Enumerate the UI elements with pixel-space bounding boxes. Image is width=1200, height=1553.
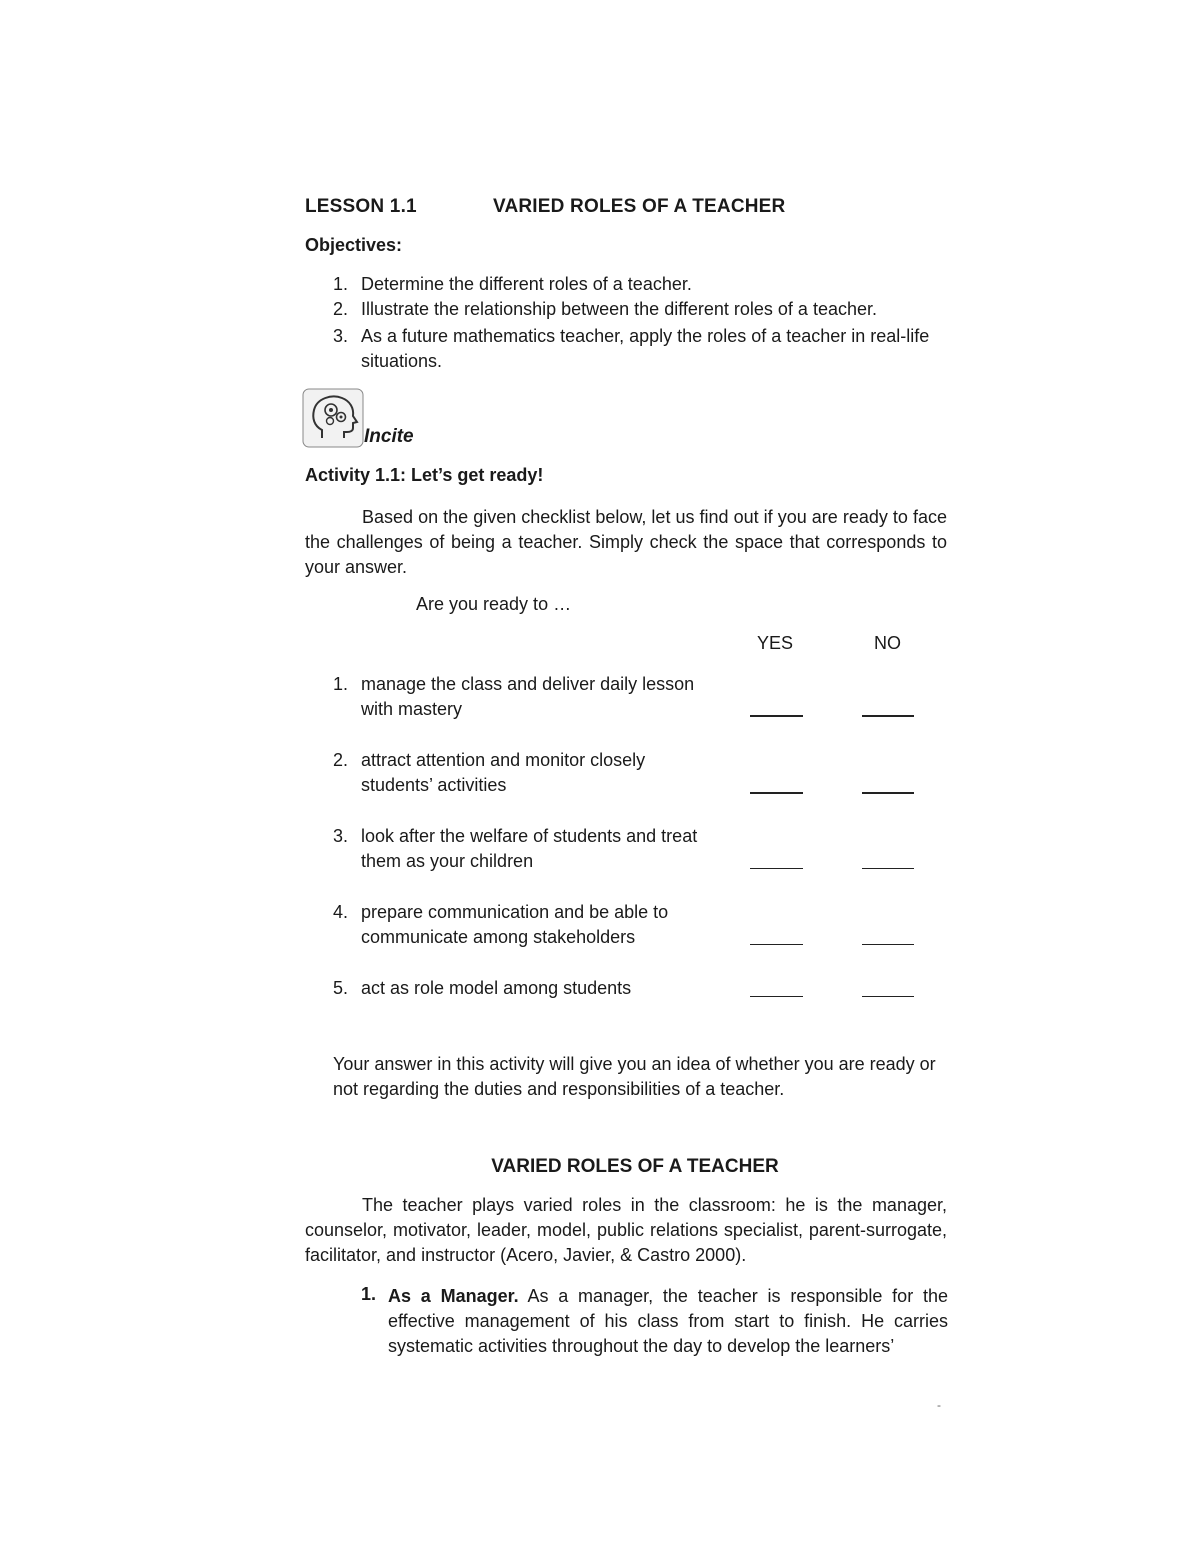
checklist-item-text: act as role model among students (361, 978, 632, 998)
checklist-item-text: manage the class and deliver daily lesson with mastery (361, 674, 695, 719)
no-answer-blank[interactable] (862, 868, 914, 869)
yes-answer-blank[interactable] (750, 868, 803, 869)
objective-number: 3. (333, 326, 349, 346)
objective-text: Illustrate the relationship between the different roles of a teacher. (361, 299, 877, 319)
objective-number: 1. (333, 274, 349, 294)
checklist-prompt: Are you ready to … (416, 594, 572, 614)
objective-number: 2. (333, 299, 349, 319)
role-item (388, 1284, 948, 1359)
checklist-item-number: 4. (333, 902, 349, 922)
checklist-item-number: 3. (333, 826, 349, 846)
objective-text: As a future mathematics teacher, apply the roles of a teacher in real-life situations. (361, 326, 930, 371)
no-answer-blank[interactable] (862, 944, 914, 945)
checklist-item-number: 2. (333, 750, 349, 770)
checklist-item-number: 1. (333, 674, 349, 694)
column-yes: YES (757, 633, 794, 653)
activity-intro: Based on the given checklist below, let us find out if you are ready to face the challenges of being a teacher. Simply check the space that corresponds to your answer. (305, 507, 947, 577)
checklist-item-text: attract attention and monitor closely students’ activities (361, 750, 646, 795)
no-answer-blank[interactable] (862, 715, 914, 717)
page-mark: - (937, 1398, 941, 1412)
no-answer-blank[interactable] (862, 996, 914, 997)
no-answer-blank[interactable] (862, 792, 914, 794)
role-description: As a manager, the teacher is responsible for the effective management of his class from start to finish. He carries systematic activities throughout the day to develop the learners’ (388, 1286, 949, 1356)
checklist-item-text: look after the welfare of students and treat them as your children (361, 826, 698, 871)
lesson-number: LESSON 1.1 (305, 196, 417, 217)
checklist-item-text: prepare communication and be able to communicate among stakeholders (361, 902, 669, 947)
section-title: VARIED ROLES OF A TEACHER (491, 1156, 779, 1177)
incite-label: Incite (364, 426, 414, 447)
objectives-heading: Objectives: (305, 235, 403, 255)
lesson-title: VARIED ROLES OF A TEACHER (493, 196, 786, 217)
activity-closing: Your answer in this activity will give you an idea of whether you are ready or not regarding the duties and responsibilities of a teacher. (333, 1054, 936, 1099)
role-title: As a Manager. (388, 1286, 519, 1306)
section-paragraph: The teacher plays varied roles in the classroom: he is the manager, counselor, motivator, leader, model, public relations specialist, parent-surrogate, facilitator, and instructor (Acero, Javier, & Castro 2000). (305, 1195, 947, 1265)
activity-title: Activity 1.1: Let’s get ready! (305, 465, 544, 485)
checklist-item-number: 5. (333, 978, 349, 998)
role-number: 1. (361, 1284, 377, 1304)
objective-text: Determine the different roles of a teacher. (361, 274, 692, 294)
yes-answer-blank[interactable] (750, 944, 803, 945)
yes-answer-blank[interactable] (750, 996, 803, 997)
yes-answer-blank[interactable] (750, 715, 803, 717)
column-no: NO (874, 633, 901, 653)
yes-answer-blank[interactable] (750, 792, 803, 794)
head-gears-icon (302, 388, 364, 448)
